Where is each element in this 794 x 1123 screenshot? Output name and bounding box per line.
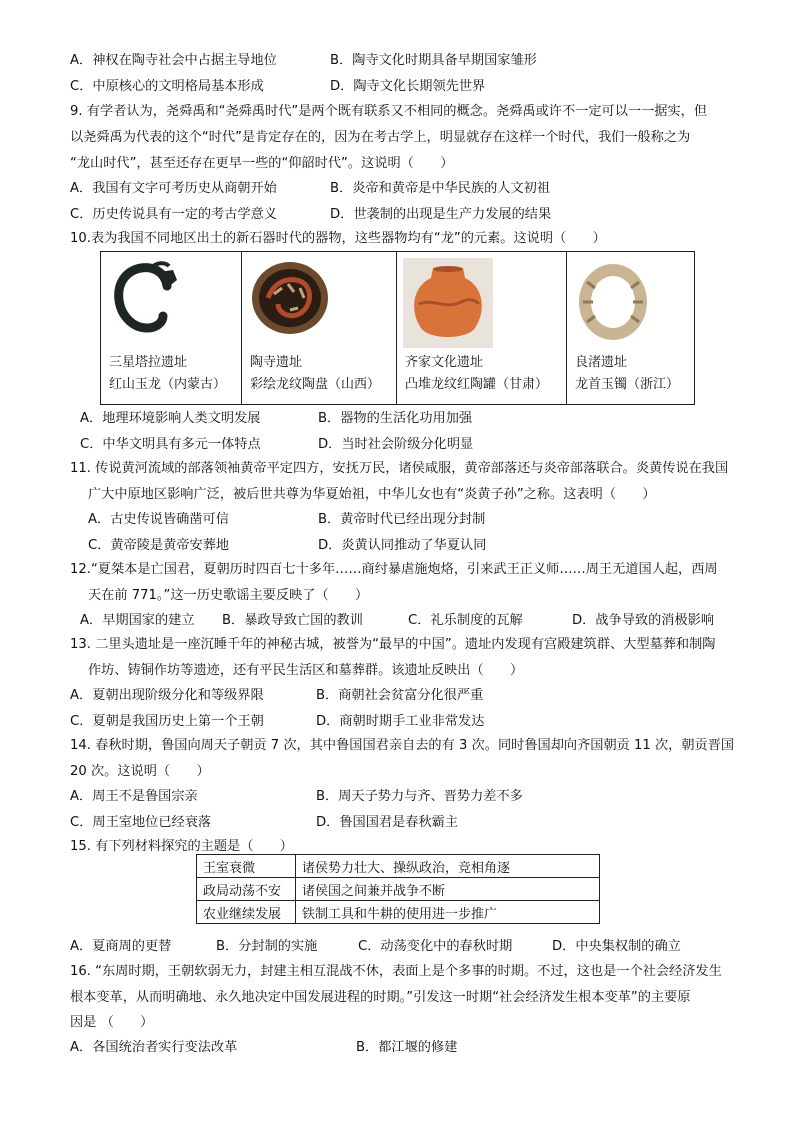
dragon-plate-image (248, 258, 338, 348)
q8-option-b: B．陶寺文化时期具备早期国家雏形 (330, 53, 537, 68)
q9-stem-line-2: 以尧舜禹为代表的这个“时代”是肯定存在的，因为在考古学上，明显就存在这样一个时代，我们一般称之为 (70, 130, 691, 145)
q14-option-c: C．周王室地位已经衰落 (70, 815, 212, 830)
q16-stem-line-1: 16. “东周时期，王朝软弱无力，封建主相互混战不休，表面上是个多事的时期。不过，这也是一个社会经济发生 (70, 964, 722, 979)
q9-option-d: D．世袭制的出现是生产力发展的结果 (330, 207, 552, 222)
q12-option-d: D．战争导致的消极影响 (572, 613, 715, 628)
q10-option-b: B．器物的生活化功用加强 (318, 411, 473, 426)
q14-option-d: D．鲁国国君是春秋霸主 (316, 815, 459, 830)
q13-stem-line-2: 作坊、铸铜作坊等遗迹，还有平民生活区和墓葬群。该遗址反映出（ ） (88, 663, 524, 678)
q15-option-c: C．动荡变化中的春秋时期 (358, 939, 513, 954)
q13-option-a: A．夏朝出现阶级分化和等级界限 (70, 688, 264, 703)
artifact-cell-taosi-dragon-plate (242, 252, 397, 404)
jade-bracelet-image (573, 258, 653, 348)
q15-stem: 15. 有下列材料探究的主题是（ ） (70, 839, 293, 854)
q16-option-a: A．各国统治者实行变法改革 (70, 1040, 238, 1055)
q11-option-c: C．黄帝陵是黄帝安葬地 (88, 538, 230, 553)
theme-value: 铁制工具和牛耕的使用进一步推广 (296, 901, 600, 924)
q13-stem-line-1: 13. 二里头遗址是一座沉睡千年的神秘古城，被誉为“最早的中国”。遗址内发现有宫殿建筑群、大型墓葬和制陶 (70, 637, 716, 652)
q12-stem-line-1: 12.“夏桀本是亡国君，夏朝历时四百七十多年……商纣暴虐施炮烙，引来武王正义师……周王无道国人起，西周 (70, 562, 718, 577)
q9-option-c: C．历史传说具有一定的考古学意义 (70, 207, 278, 222)
theme-key: 农业继续发展 (197, 901, 296, 924)
theme-table (196, 854, 600, 924)
q11-option-b: B．黄帝时代已经出现分封制 (318, 512, 486, 527)
artifact-site: 齐家文化遗址 (405, 355, 484, 370)
jade-dragon-image (107, 258, 187, 348)
q14-option-b: B．周天子势力与齐、晋势力差不多 (316, 789, 523, 804)
q12-stem-line-2: 天在前 771。”这一历史歌谣主要反映了（ ） (88, 588, 369, 603)
theme-value: 诸侯势力壮大、操纵政治，竞相角逐 (296, 855, 600, 878)
q9-stem-line-1: 9. 有学者认为，尧舜禹和“尧舜禹时代”是两个既有联系又不相同的概念。尧舜禹或许不一定可以一一据实，但 (70, 104, 708, 119)
artifact-site: 三星塔拉遗址 (109, 355, 188, 370)
artifact-table (100, 251, 695, 405)
q8-option-c: C．中原核心的文明格局基本形成 (70, 79, 264, 94)
table-row (197, 855, 600, 878)
q13-option-c: C．夏朝是我国历史上第一个王朝 (70, 714, 264, 729)
q9-option-a: A．我国有文字可考历史从商朝开始 (70, 181, 277, 196)
q16-stem-line-3: 因是 （ ） (70, 1015, 154, 1030)
artifact-site: 陶寺遗址 (250, 355, 303, 370)
artifact-item: 彩绘龙纹陶盘（山西） (250, 377, 381, 392)
theme-value: 诸侯国之间兼并战争不断 (296, 878, 600, 901)
q9-option-b: B．炎帝和黄帝是中华民族的人文初祖 (330, 181, 551, 196)
red-pottery-jar-image (403, 258, 493, 348)
q8-option-a: A．神权在陶寺社会中占据主导地位 (70, 53, 277, 68)
artifact-item: 凸堆龙纹红陶罐（甘肃） (405, 377, 549, 392)
theme-key: 王室衰微 (197, 855, 296, 878)
q15-option-d: D．中央集权制的确立 (552, 939, 681, 954)
artifact-cell-hongshan-jade-dragon (101, 252, 242, 404)
q10-option-a: A．地理环境影响人类文明发展 (80, 411, 261, 426)
q11-stem-line-2: 广大中原地区影响广泛，被后世共尊为华夏始祖，中华儿女也有“炎黄子孙”之称。这表明（ ） (88, 487, 656, 502)
artifact-cell-qijia-red-pottery-jar (397, 252, 567, 404)
theme-key: 政局动荡不安 (197, 878, 296, 901)
q15-option-b: B．分封制的实施 (216, 939, 318, 954)
q10-stem: 10.表为我国不同地区出土的新石器时代的器物，这些器物均有“龙”的元素。这说明（ ） (70, 231, 606, 246)
q8-option-d: D．陶寺文化长期领先世界 (330, 79, 486, 94)
q16-option-b: B．都江堰的修建 (356, 1040, 458, 1055)
q12-option-a: A．早期国家的建立 (80, 613, 195, 628)
q12-option-b: B．暴政导致亡国的教训 (222, 613, 363, 628)
q13-option-d: D．商朝时期手工业非常发达 (316, 714, 485, 729)
q14-option-a: A．周王不是鲁国宗亲 (70, 789, 198, 804)
q10-option-c: C．中华文明具有多元一体特点 (80, 437, 261, 452)
q14-stem-line-1: 14. 春秋时期，鲁国向周天子朝贡 7 次，其中鲁国国君亲自去的有 3 次。同时鲁国却向齐国朝贡 11 次，朝贡晋国 (70, 738, 735, 753)
q15-option-a: A．夏商周的更替 (70, 939, 172, 954)
q16-stem-line-2: 根本变革，从而明确地、永久地决定中国发展进程的时期。”引发这一时期“社会经济发生根本变革”的主要原 (70, 990, 691, 1005)
q12-option-c: C．礼乐制度的瓦解 (408, 613, 523, 628)
artifact-item: 红山玉龙（内蒙古） (109, 377, 227, 392)
table-row (197, 901, 600, 924)
q10-option-d: D．当时社会阶级分化明显 (318, 437, 474, 452)
artifact-cell-liangzhu-jade-bracelet (567, 252, 694, 404)
artifact-site: 良渚遗址 (575, 355, 628, 370)
q9-stem-line-3: “龙山时代”，甚至还存在更早一些的“仰韶时代”。这说明（ ） (70, 156, 454, 171)
q13-option-b: B．商朝社会贫富分化很严重 (316, 688, 484, 703)
q11-option-a: A．古史传说皆确凿可信 (88, 512, 229, 527)
artifact-item: 龙首玉镯（浙江） (575, 377, 680, 392)
q11-stem-line-1: 11. 传说黄河流域的部落领袖黄帝平定四方，安抚万民，诸侯咸服，黄帝部落还与炎帝部落联合。炎黄传说在我国 (70, 461, 729, 476)
q11-option-d: D．炎黄认同推动了华夏认同 (318, 538, 487, 553)
q14-stem-line-2: 20 次。这说明（ ） (70, 764, 210, 779)
table-row (197, 878, 600, 901)
